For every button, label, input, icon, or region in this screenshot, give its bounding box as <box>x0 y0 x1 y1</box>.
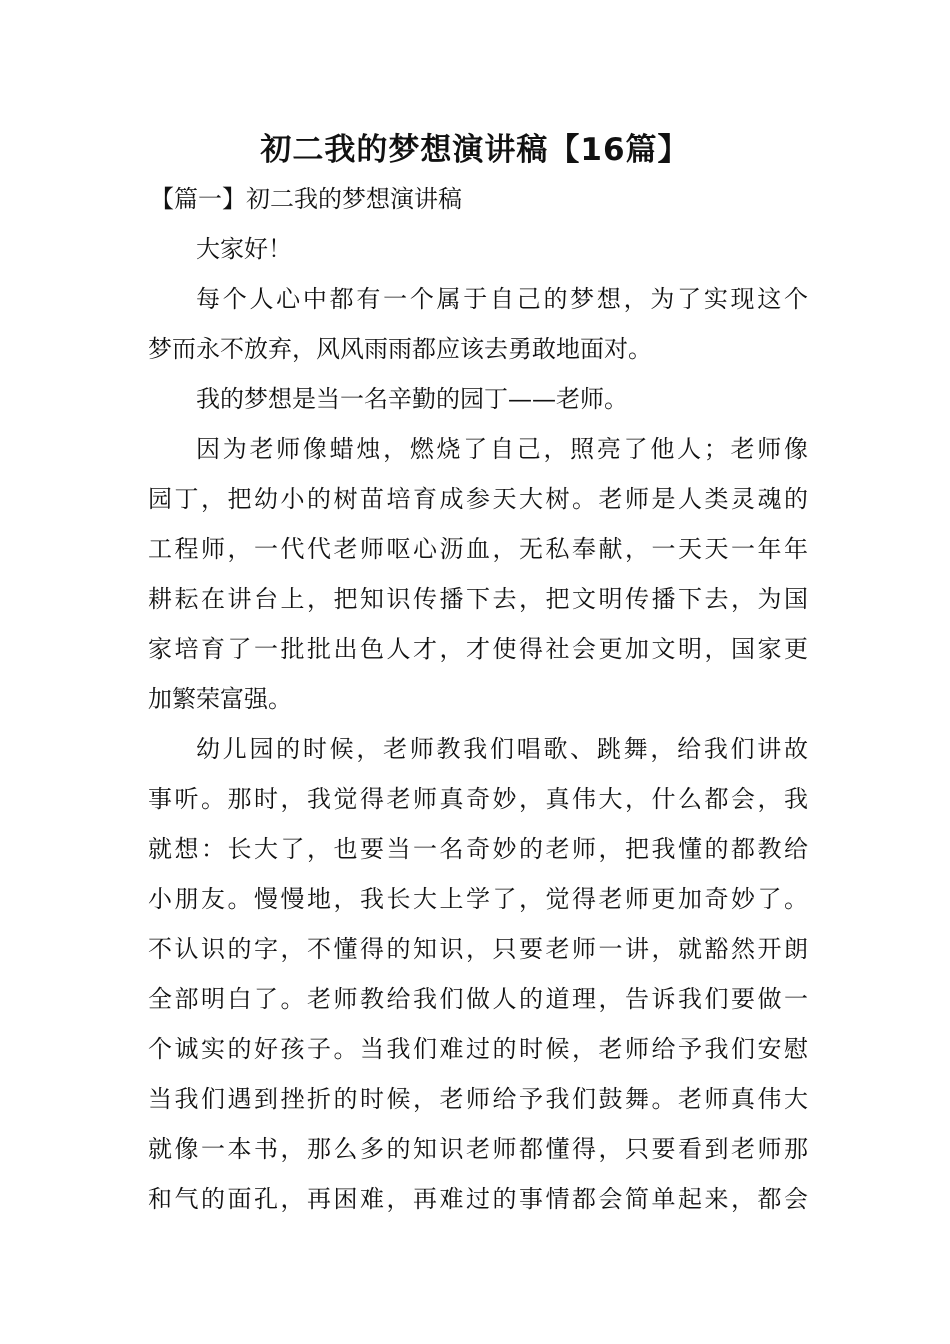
text-line: 和气的面孔，再困难，再难过的事情都会简单起来，都会 <box>148 1185 808 1213</box>
text-line: 加繁荣富强。 <box>148 685 292 713</box>
paragraph-dream-statement <box>148 374 808 424</box>
paragraph-greeting <box>148 224 808 274</box>
text-line: 工程师，一代代老师呕心沥血，无私奉献，一天天一年年 <box>148 535 808 563</box>
text-line: 就想：长大了，也要当一名奇妙的老师，把我懂的都教给 <box>148 835 808 863</box>
text-line: 大家好！ <box>196 235 292 263</box>
text-line: 我的梦想是当一名辛勤的园丁——老师。 <box>196 385 628 413</box>
text-line: 就像一本书，那么多的知识老师都懂得，只要看到老师那 <box>148 1135 808 1163</box>
text-line: 每个人心中都有一个属于自己的梦想，为了实现这个 <box>196 285 808 313</box>
text-line: 小朋友。慢慢地，我长大上学了，觉得老师更加奇妙了。 <box>148 885 808 913</box>
text-line: 梦而永不放弃，风风雨雨都应该去勇敢地面对。 <box>148 335 652 363</box>
document-body <box>148 224 808 1224</box>
text-line: 幼儿园的时候，老师教我们唱歌、跳舞，给我们讲故 <box>196 735 808 763</box>
paragraph-dream-intro <box>148 274 808 374</box>
text-line: 全部明白了。老师教给我们做人的道理，告诉我们要做一 <box>148 985 808 1013</box>
text-line: 因为老师像蜡烛，燃烧了自己，照亮了他人；老师像 <box>196 435 808 463</box>
text-line: 耕耘在讲台上，把知识传播下去，把文明传播下去，为国 <box>148 585 808 613</box>
paragraph-teacher-metaphor <box>148 424 808 724</box>
text-line: 个诚实的好孩子。当我们难过的时候，老师给予我们安慰 <box>148 1035 808 1063</box>
text-line: 事听。那时，我觉得老师真奇妙，真伟大，什么都会，我 <box>148 785 808 813</box>
text-line: 园丁，把幼小的树苗培育成参天大树。老师是人类灵魂的 <box>148 485 808 513</box>
paragraph-kindergarten <box>148 724 808 1224</box>
text-line: 家培育了一批批出色人才，才使得社会更加文明，国家更 <box>148 635 808 663</box>
text-line: 当我们遇到挫折的时候，老师给予我们鼓舞。老师真伟大 <box>148 1085 808 1113</box>
section-heading: 【篇一】初二我的梦想演讲稿 <box>150 185 462 213</box>
document-title: 初二我的梦想演讲稿【16篇】 <box>260 132 690 168</box>
text-line: 不认识的字，不懂得的知识，只要老师一讲，就豁然开朗 <box>148 935 808 963</box>
